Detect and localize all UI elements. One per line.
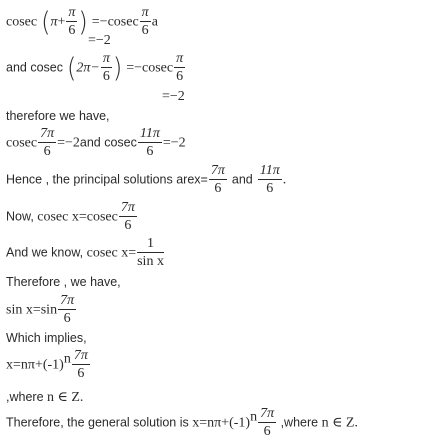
fraction-numerator: π — [141, 5, 149, 20]
plus-sign: + — [57, 14, 66, 30]
close-paren: ) — [112, 52, 123, 84]
open-paren: ( — [66, 52, 77, 84]
period: . — [282, 172, 287, 188]
and-cosec-label: and cosec — [79, 135, 137, 150]
principal-solutions-line — [6, 164, 286, 196]
fraction-numerator: 7π — [73, 348, 88, 363]
equation-line-3 — [6, 127, 186, 159]
fraction-denominator: 6 — [102, 69, 110, 84]
fraction-denominator: 6 — [141, 23, 149, 38]
fraction-numerator: π — [102, 51, 110, 66]
where-line — [6, 389, 83, 405]
equals-neg-2: =−2 — [57, 135, 80, 151]
fraction-denominator: 6 — [124, 218, 132, 233]
set-membership: n ∈ Z. — [47, 390, 84, 405]
therefore-text-1: therefore we have, — [6, 109, 110, 123]
now-text: Now, — [6, 209, 38, 224]
general-solution-line — [6, 407, 358, 439]
know-text: And we know, — [6, 245, 87, 260]
fraction-numerator: π — [68, 5, 76, 20]
two-pi-minus: 2π− — [76, 60, 100, 76]
now-line — [6, 201, 138, 233]
now-expression: cosec x=cosec — [37, 209, 118, 225]
equation-result-1: =−2 — [88, 33, 111, 48]
fraction-denominator: 6 — [266, 181, 274, 196]
fraction-numerator: 1 — [137, 237, 164, 253]
fraction-pi-6 — [101, 52, 112, 84]
fraction-denominator: sin x — [137, 254, 164, 269]
fraction-7pi-6 — [72, 349, 90, 381]
fraction-denominator: 6 — [43, 144, 51, 159]
fraction-7pi-6 — [258, 407, 276, 439]
fraction-numerator: π — [176, 51, 184, 66]
fraction-denominator: 6 — [68, 23, 76, 38]
fraction-pi-6-rhs — [140, 6, 151, 38]
fraction-denominator: 6 — [214, 181, 222, 196]
know-expression: cosec x= — [86, 245, 137, 261]
fraction-denominator: 6 — [176, 69, 184, 84]
x-expression: x=nπ+(-1) — [6, 357, 64, 373]
equation-result-2: =−2 — [162, 89, 185, 104]
equals-neg-cosec: =−cosec — [126, 60, 174, 76]
equation-line-1 — [6, 6, 158, 38]
fraction-1-sinx — [137, 237, 164, 269]
and-cosec-label: and cosec — [6, 60, 63, 75]
fraction-pi-6 — [66, 6, 77, 38]
suffix-a: a — [151, 14, 158, 30]
where-text: ,where — [6, 390, 47, 404]
fraction-numerator: 7π — [260, 406, 275, 421]
general-expression: x=nπ+(-1) — [192, 415, 251, 431]
and-text: and — [231, 172, 253, 187]
fraction-denominator: 6 — [146, 144, 154, 159]
fraction-7pi-6 — [58, 294, 76, 326]
pi-symbol: π — [50, 14, 58, 30]
where-text: ,where — [277, 415, 322, 430]
know-line — [6, 237, 165, 269]
fraction-numerator: 7π — [40, 126, 55, 141]
fraction-denominator: 6 — [77, 366, 85, 381]
equals-neg-cosec: =−cosec — [91, 14, 139, 30]
exponent-n: n — [250, 409, 258, 425]
fraction-numerator: 7π — [210, 163, 225, 178]
set-membership: n ∈ Z. — [321, 415, 358, 431]
fraction-pi-6-rhs — [174, 52, 185, 84]
x-solution-line — [6, 349, 91, 381]
fraction-11pi-6 — [138, 127, 162, 159]
equation-line-2 — [6, 52, 186, 84]
exponent-n: n — [63, 351, 71, 367]
principal-text: Hence , the principal solutions arex= — [6, 172, 208, 187]
close-paren: ) — [78, 6, 88, 38]
fraction-denominator: 6 — [63, 311, 71, 326]
fraction-7pi-6 — [38, 127, 56, 159]
fraction-7pi-6 — [119, 201, 137, 233]
sin-line — [6, 294, 77, 326]
fraction-numerator: 7π — [60, 293, 75, 308]
equals-neg-2: =−2 — [162, 135, 186, 151]
fraction-numerator: 11π — [139, 126, 160, 141]
fraction-numerator: 7π — [120, 200, 135, 215]
therefore-text-2: Therefore , we have, — [6, 275, 121, 289]
fraction-7pi-6 — [209, 164, 227, 196]
cosec-label: cosec — [6, 14, 38, 30]
cosec-label: cosec — [6, 135, 38, 151]
fraction-denominator: 6 — [263, 424, 271, 439]
open-paren: ( — [41, 6, 51, 38]
implies-text: Which implies, — [6, 331, 87, 345]
general-text: Therefore, the general solution is — [6, 415, 193, 430]
fraction-11pi-6 — [258, 164, 282, 196]
sin-expression: sin x=sin — [6, 302, 58, 318]
fraction-numerator: 11π — [259, 163, 280, 178]
